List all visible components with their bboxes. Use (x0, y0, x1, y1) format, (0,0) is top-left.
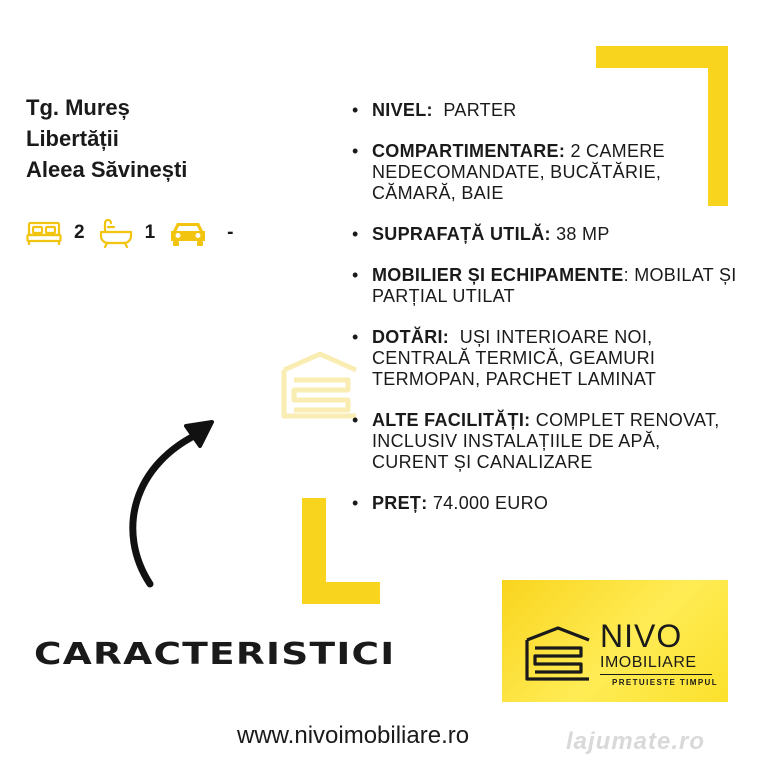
feature-layout-label: COMPARTIMENTARE: (372, 141, 566, 161)
feature-other (352, 410, 742, 473)
bathrooms-count: 1 (144, 222, 156, 243)
feature-furniture (352, 265, 742, 307)
feature-price (352, 493, 742, 514)
brand-name: NIVO (600, 618, 683, 654)
feature-area-label: SUPRAFAȚĂ UTILĂ: (372, 224, 551, 244)
feature-other-value: COMPLET RENOVAT, INCLUSIV INSTALAȚIILE DE APĂ, CURENT ȘI CANALIZARE (372, 410, 720, 472)
feature-level (352, 100, 742, 121)
feature-price-label: PREȚ: (372, 493, 428, 513)
feature-layout-value: 2 CAMERE NEDECOMANDATE, BUCĂTĂRIE, CĂMARĂ, BAIE (372, 141, 665, 203)
location-block (26, 92, 326, 185)
feature-level-value: PARTER (443, 100, 517, 120)
feature-area (352, 224, 742, 245)
brand-subtitle: IMOBILIARE (600, 654, 697, 671)
feature-level-label: NIVEL: (372, 100, 433, 120)
feature-furniture-value: : MOBILAT ȘI PARȚIAL UTILAT (372, 265, 737, 306)
feature-layout (352, 141, 742, 204)
nivo-logo-icon (524, 624, 592, 682)
bed-icon (26, 220, 62, 246)
bedrooms-count: 2 (74, 222, 85, 243)
website-url[interactable]: www.nivoimobiliare.ro (237, 722, 470, 749)
bathtub-icon (99, 218, 133, 248)
feature-equipment (352, 327, 742, 390)
feature-other-label: ALTE FACILITĂȚI: (372, 410, 531, 430)
feature-furniture-label: MOBILIER ȘI ECHIPAMENTE (372, 265, 624, 285)
feature-price-value: 74.000 EURO (432, 493, 549, 513)
features-list (352, 100, 742, 534)
amenities-row (26, 216, 247, 250)
section-heading: CARACTERISTICI (34, 637, 396, 672)
curved-arrow-icon (120, 412, 230, 592)
location-area: Libertății (26, 126, 119, 151)
feature-area-value: 38 MP (556, 224, 610, 244)
location-city: Tg. Mureș (26, 95, 130, 120)
car-icon (169, 219, 207, 247)
lajumate-watermark: lajumate.ro (566, 728, 706, 755)
brand-tagline: PRETUIESTE TIMPUL (612, 678, 719, 687)
location-street: Aleea Săvinești (26, 157, 188, 182)
feature-equipment-label: DOTĂRI: (372, 327, 450, 347)
feature-equipment-value: UȘI INTERIOARE NOI, CENTRALĂ TERMICĂ, GEAMURI TERMOPAN, PARCHET LAMINAT (372, 327, 657, 389)
nivo-watermark-icon (278, 344, 362, 422)
brand-logo-box (502, 580, 728, 702)
parking-count: - (227, 222, 234, 243)
brand-divider (600, 674, 712, 675)
